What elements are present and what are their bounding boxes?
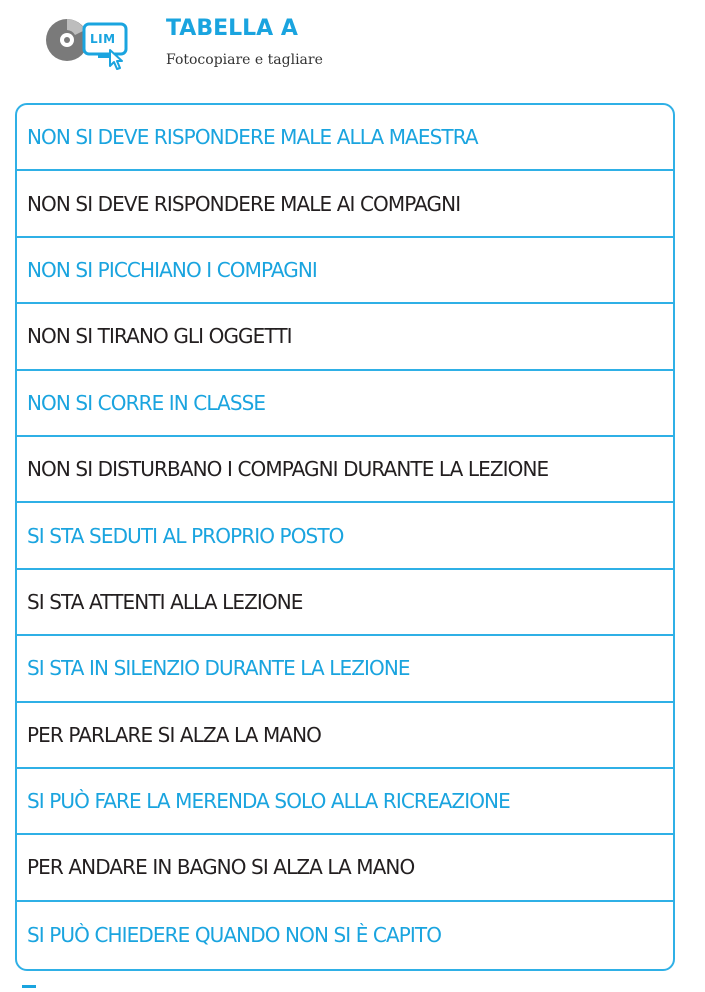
logo-label: LIM	[90, 32, 116, 46]
table-row: SI STA SEDUTI AL PROPRIO POSTO	[17, 503, 673, 569]
cd-icon	[44, 14, 134, 70]
table-row: NON SI DEVE RISPONDERE MALE ALLA MAESTRA	[17, 105, 673, 171]
table-row: NON SI DEVE RISPONDERE MALE AI COMPAGNI	[17, 171, 673, 237]
table-row: SI STA IN SILENZIO DURANTE LA LEZIONE	[17, 636, 673, 702]
table-row: SI PUÒ FARE LA MERENDA SOLO ALLA RICREAZIONE	[17, 769, 673, 835]
page-subtitle: Fotocopiare e tagliare	[166, 52, 323, 68]
table-row: NON SI CORRE IN CLASSE	[17, 371, 673, 437]
page-header	[0, 0, 705, 100]
table-row: SI STA ATTENTI ALLA LEZIONE	[17, 570, 673, 636]
table-row: NON SI TIRANO GLI OGGETTI	[17, 304, 673, 370]
table-row: PER PARLARE SI ALZA LA MANO	[17, 703, 673, 769]
footer-mark	[22, 985, 36, 988]
table-row: NON SI PICCHIANO I COMPAGNI	[17, 238, 673, 304]
rules-table	[15, 103, 675, 971]
lim-logo[interactable]	[44, 14, 134, 70]
table-row: SI PUÒ CHIEDERE QUANDO NON SI È CAPITO	[27, 922, 442, 947]
table-row: NON SI DISTURBANO I COMPAGNI DURANTE LA LEZIONE	[17, 437, 673, 503]
table-row: PER ANDARE IN BAGNO SI ALZA LA MANO	[17, 835, 673, 901]
page-title: TABELLA A	[166, 16, 298, 41]
